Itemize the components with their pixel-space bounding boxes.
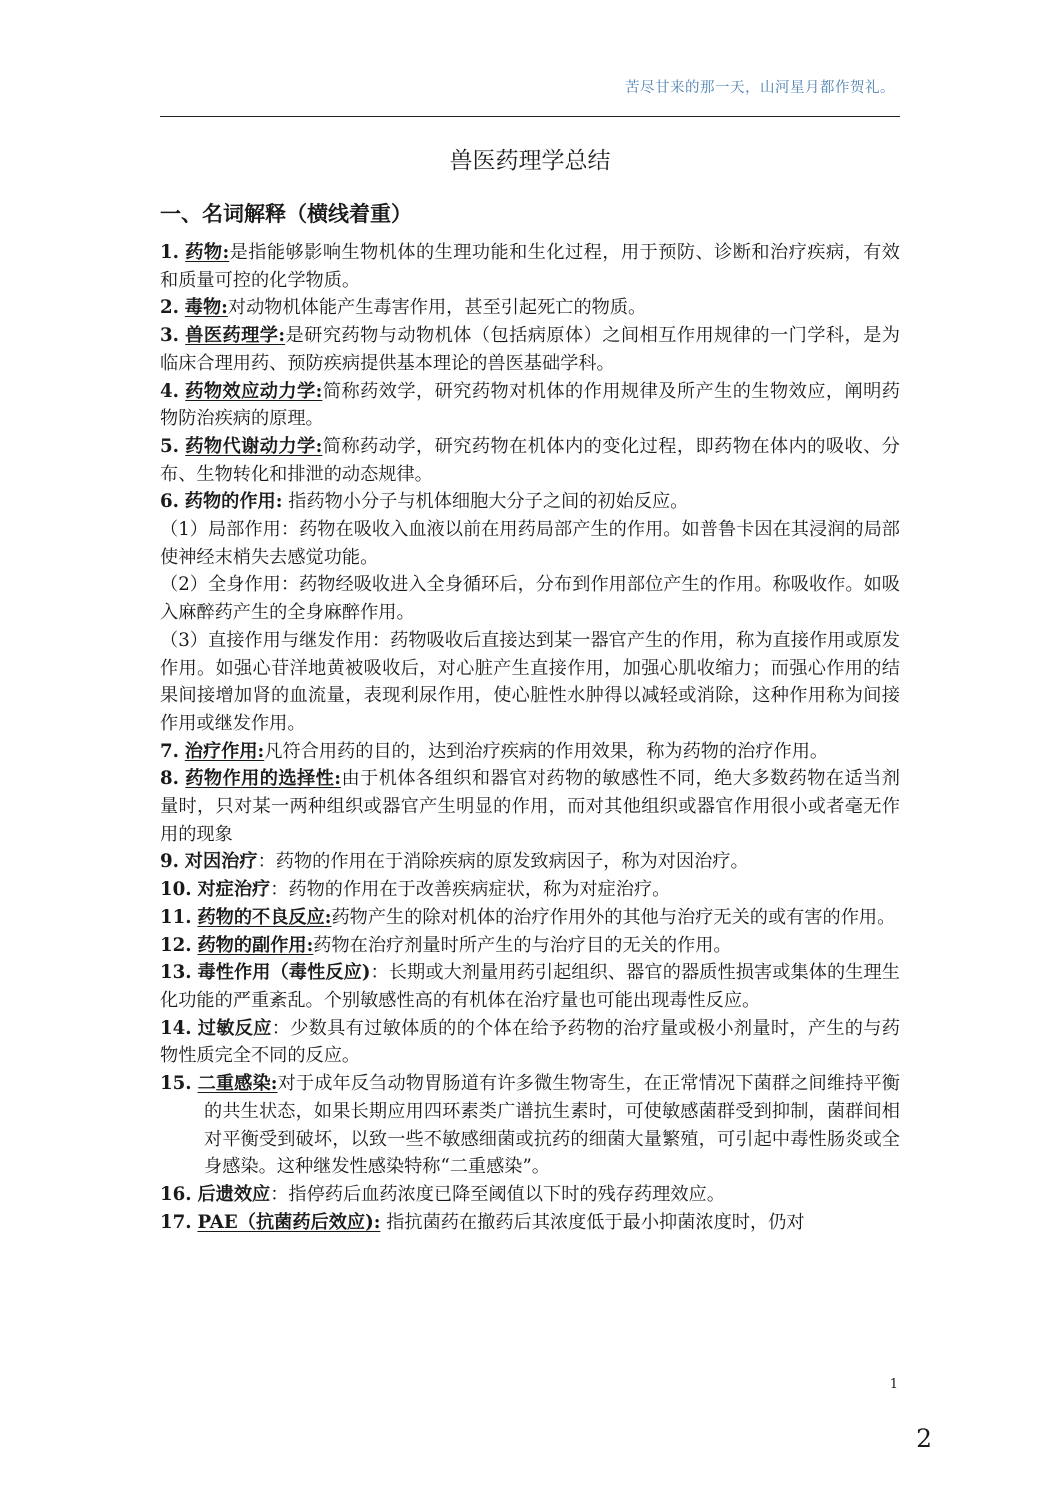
page-number: 1 [889, 1377, 898, 1392]
entry-term: 药物代谢动力学: [185, 435, 323, 457]
definition-entry [160, 876, 900, 904]
entry-term: 药物: [185, 242, 230, 263]
entry-text: 是指能够影响生物机体的生理功能和生化过程，用于预防、诊断和治疗疾病，有效和质量可控的化学物质。 [160, 242, 900, 291]
entry-number: 8. [160, 768, 179, 790]
entry-text: ：少数具有过敏体质的的个体在给予药物的治疗量或极小剂量时，产生的与药物性质完全不同的反应。 [160, 1017, 900, 1067]
entry-term: 过敏反应 [197, 1017, 272, 1039]
entry-term: 后遗效应 [197, 1183, 271, 1205]
section-heading: 一、名词解释（横线着重） [160, 202, 412, 226]
entry-text: （1）局部作用：药物在吸收入血液以前在用药局部产生的作用。如普鲁卡因在其浸润的局部使神经末梢失去感觉功能。 [160, 519, 900, 568]
definition-entry [160, 433, 900, 488]
entry-number: 7. [160, 740, 179, 762]
entry-term: 二重感染: [197, 1073, 278, 1095]
entry-number: 10. [160, 879, 192, 901]
entry-text: 药物在治疗剂量时所产生的与治疗目的无关的作用。 [313, 934, 732, 956]
scan-page-number: 2 [916, 1424, 932, 1453]
entry-number: 15. [160, 1073, 192, 1095]
entry-text: （2）全身作用：药物经吸收进入全身循环后，分布到作用部位产生的作用。称吸收作。如吸入麻醉药产生的全身麻醉作用。 [160, 574, 900, 624]
header-motto: 苦尽甘来的那一天，山河星月都作贺礼。 [625, 80, 895, 96]
entry-number: 5. [160, 435, 179, 457]
entry-number: 16. [160, 1183, 192, 1205]
entry-term: 药物的副作用: [197, 934, 314, 956]
definition-entry [160, 932, 900, 960]
definition-entry [160, 738, 900, 766]
entry-term: 药物效应动力学: [185, 380, 323, 402]
entry-text: 简称药效学，研究药物对机体的作用规律及所产生的生物效应，阐明药物防治疾病的原理。 [160, 380, 900, 430]
definition-entry [160, 627, 900, 738]
entry-number: 13. [160, 962, 192, 984]
definition-entry [160, 959, 900, 1014]
entry-number: 4. [160, 380, 179, 402]
entry-term: 药物的不良反应: [197, 906, 332, 928]
entry-term: 治疗作用: [184, 740, 265, 762]
entry-number: 3. [160, 325, 179, 347]
entry-text: 对于成年反刍动物胃肠道有许多微生物寄生，在正常情况下菌群之间维持平衡的共生状态，如果长期应用四环素类广谱抗生素时，可使敏感菌群受到抑制，菌群间相对平衡受到破坏，以致一些不敏感细菌或抗药的细菌大量繁殖，可引起中毒性肠炎或全身感染。这种继发性感染特称“二重感染”。 [204, 1073, 900, 1178]
definition-entry [160, 294, 900, 322]
entry-text: 指药物小分子与机体细胞大分子之间的初始反应。 [282, 491, 689, 513]
definition-entry [160, 239, 900, 294]
entry-term: 药物作用的选择性: [185, 768, 342, 790]
entry-text: 是研究药物与动物机体（包括病原体）之间相互作用规律的一门学科，是为临床合理用药、预防疾病提供基本理论的兽医基础学科。 [160, 325, 900, 374]
entry-text: （3）直接作用与继发作用：药物吸收后直接达到某一器官产生的作用，称为直接作用或原发作用。如强心苷洋地黄被吸收后，对心脏产生直接作用，加强心肌收缩力；而强心作用的结果间接增加肾的血流量，表现利尿作用，使心脏性水肿得以减轻或消除，这种作用称为间接作用或继发作用。 [160, 629, 900, 734]
entry-text: ：药物的作用在于消除疾病的原发致病因子，称为对因治疗。 [257, 851, 749, 873]
entry-number: 11. [160, 906, 192, 928]
definition-entry [160, 904, 900, 932]
entry-number: 1. [160, 242, 179, 263]
definition-entry [160, 516, 900, 571]
entry-number: 12. [160, 934, 192, 956]
definition-entry [160, 1181, 900, 1209]
entry-term: PAE（抗菌药后效应): [197, 1211, 381, 1233]
entry-text: 对动物机体能产生毒害作用，甚至引起死亡的物质。 [227, 297, 647, 319]
entry-text: ：药物的作用在于改善疾病症状，称为对症治疗。 [270, 879, 671, 901]
definition-entry [160, 765, 900, 848]
entry-text: ：长期或大剂量用药引起组织、器官的器质性损害或集体的生理生化功能的严重紊乱。个别敏感性高的有机体在治疗量也可能出现毒性反应。 [160, 962, 900, 1011]
entry-text: 简称药动学，研究药物在机体内的变化过程，即药物在体内的吸收、分布、生物转化和排泄的动态规律。 [160, 435, 900, 485]
entry-text: 由于机体各组织和器官对药物的敏感性不同，绝大多数药物在适当剂量时，只对某一两种组织或器官产生明显的作用，而对其他组织或器官作用很小或者毫无作用的现象 [160, 768, 900, 845]
entry-text: 药物产生的除对机体的治疗作用外的其他与治疗无关的或有害的作用。 [331, 906, 896, 928]
entry-number: 17. [160, 1211, 192, 1233]
definition-entry [160, 1209, 900, 1237]
definition-entry [160, 848, 900, 876]
entry-number: 9. [160, 851, 179, 873]
definition-list [160, 239, 900, 1236]
definition-entry [160, 322, 900, 377]
entry-text: ：指停药后血药浓度已降至阈值以下时的残存药理效应。 [270, 1183, 725, 1205]
definition-entry [160, 1070, 900, 1181]
definition-entry [160, 571, 900, 626]
entry-term: 毒性作用（毒性反应) [197, 962, 371, 984]
entry-number: 14. [160, 1017, 192, 1039]
entry-text: 凡符合用药的目的，达到治疗疾病的作用效果，称为药物的治疗作用。 [264, 740, 829, 762]
header-rule [160, 116, 900, 117]
entry-number: 6. [160, 491, 179, 513]
definition-entry [160, 1015, 900, 1070]
definition-entry [160, 378, 900, 433]
document-title: 兽医药理学总结 [449, 148, 611, 174]
definition-entry [160, 488, 900, 516]
entry-term: 对症治疗 [197, 879, 271, 901]
entry-term: 毒物: [184, 297, 228, 319]
entry-number: 2. [160, 297, 179, 319]
entry-term: 对因治疗 [184, 851, 258, 873]
entry-term: 药物的作用: [184, 491, 283, 513]
entry-text: 指抗菌药在撤药后其浓度低于最小抑菌浓度时，仍对 [380, 1211, 805, 1233]
entry-term: 兽医药理学: [185, 325, 286, 347]
